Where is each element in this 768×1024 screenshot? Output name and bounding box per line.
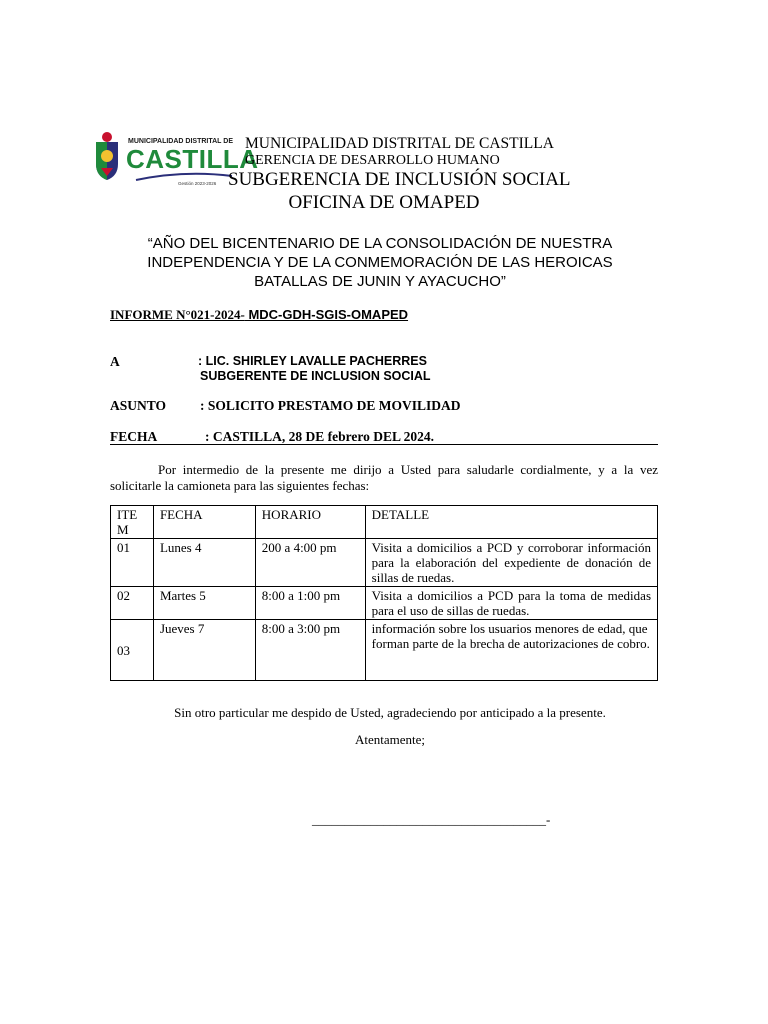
header-detalle: DETALLE — [365, 506, 657, 539]
header-municipality: MUNICIPALIDAD DISTRITAL DE CASTILLA — [245, 135, 554, 152]
logo-municipality-text: MUNICIPALIDAD DISTRITAL DE — [128, 138, 233, 145]
report-number-prefix: INFORME N°021-2024- — [110, 307, 245, 322]
header-fecha: FECHA — [153, 506, 255, 539]
table-header-row — [111, 506, 658, 539]
report-number — [110, 307, 408, 323]
subject-value: : SOLICITO PRESTAMO DE MOVILIDAD — [200, 398, 461, 413]
header-gerencia: GERENCIA DE DESARROLLO HUMANO — [245, 153, 500, 168]
cell-horario: 8:00 a 3:00 pm — [255, 620, 365, 681]
header-oficina: OFICINA DE OMAPED — [288, 192, 480, 213]
cell-item: 03 — [111, 620, 154, 681]
header-item-line-1: ITE — [117, 507, 138, 522]
cell-horario: 8:00 a 1:00 pm — [255, 587, 365, 620]
header-subgerencia: SUBGERENCIA DE INCLUSIÓN SOCIAL — [228, 169, 571, 190]
recipient-title: SUBGERENTE DE INCLUSION SOCIAL — [200, 369, 431, 383]
year-motto — [110, 234, 650, 291]
closing-paragraph: Sin otro particular me despido de Usted, agradeciendo por anticipado a la presente. — [174, 705, 606, 720]
cell-horario: 200 a 4:00 pm — [255, 539, 365, 587]
table-row — [111, 587, 658, 620]
schedule-table — [110, 505, 658, 681]
signature-line: ____________________________________- — [312, 812, 551, 827]
cell-detalle: información sobre los usuarios menores de edad, que forman parte de la brecha de autorizaciones de cobro. — [365, 620, 657, 681]
table-row — [111, 539, 658, 587]
date-value: : CASTILLA, 28 DE febrero DEL 2024. — [205, 429, 435, 444]
cell-fecha: Jueves 7 — [153, 620, 255, 681]
cell-fecha: Martes 5 — [153, 587, 255, 620]
cell-fecha: Lunes 4 — [153, 539, 255, 587]
motto-line-3: BATALLAS DE JUNIN Y AYACUCHO” — [254, 273, 506, 290]
regards-text: Atentamente; — [354, 732, 426, 747]
logo-period-text: Gestión 2023-2026 — [178, 181, 217, 186]
logo-brand-text: CASTILLA — [126, 144, 259, 174]
cell-item: 01 — [111, 539, 154, 587]
cell-detalle: Visita a domicilios a PCD y corroborar información para la elaboración del expediente de donación de sillas de ruedas. — [365, 539, 657, 587]
motto-line-2: INDEPENDENCIA Y DE LA CONMEMORACIÓN DE LAS HEROICAS — [147, 254, 613, 271]
table-row — [111, 620, 658, 681]
header-divider — [110, 444, 658, 445]
coat-of-arms-icon — [92, 130, 122, 182]
motto-line-1: “AÑO DEL BICENTENARIO DE LA CONSOLIDACIÓN DE NUESTRA — [147, 235, 613, 252]
cell-detalle: Visita a domicilios a PCD para la toma de medidas para el uso de sillas de ruedas. — [365, 587, 657, 620]
municipality-logo — [90, 128, 259, 190]
header-item-line-2: M — [117, 522, 129, 537]
subject-label: ASUNTO — [110, 398, 167, 413]
recipient-name: : LIC. SHIRLEY LAVALLE PACHERRES — [198, 354, 427, 368]
report-number-code: MDC-GDH-SGIS-OMAPED — [244, 307, 409, 322]
recipient-label: A — [110, 354, 120, 369]
date-label: FECHA — [110, 429, 158, 444]
header-horario: HORARIO — [255, 506, 365, 539]
cell-item: 02 — [111, 587, 154, 620]
header-item — [111, 506, 154, 539]
intro-paragraph: Por intermedio de la presente me dirijo a Usted para saludarle cordialmente, y a la vez solicitarle la camioneta para las siguientes fechas: — [110, 462, 658, 493]
